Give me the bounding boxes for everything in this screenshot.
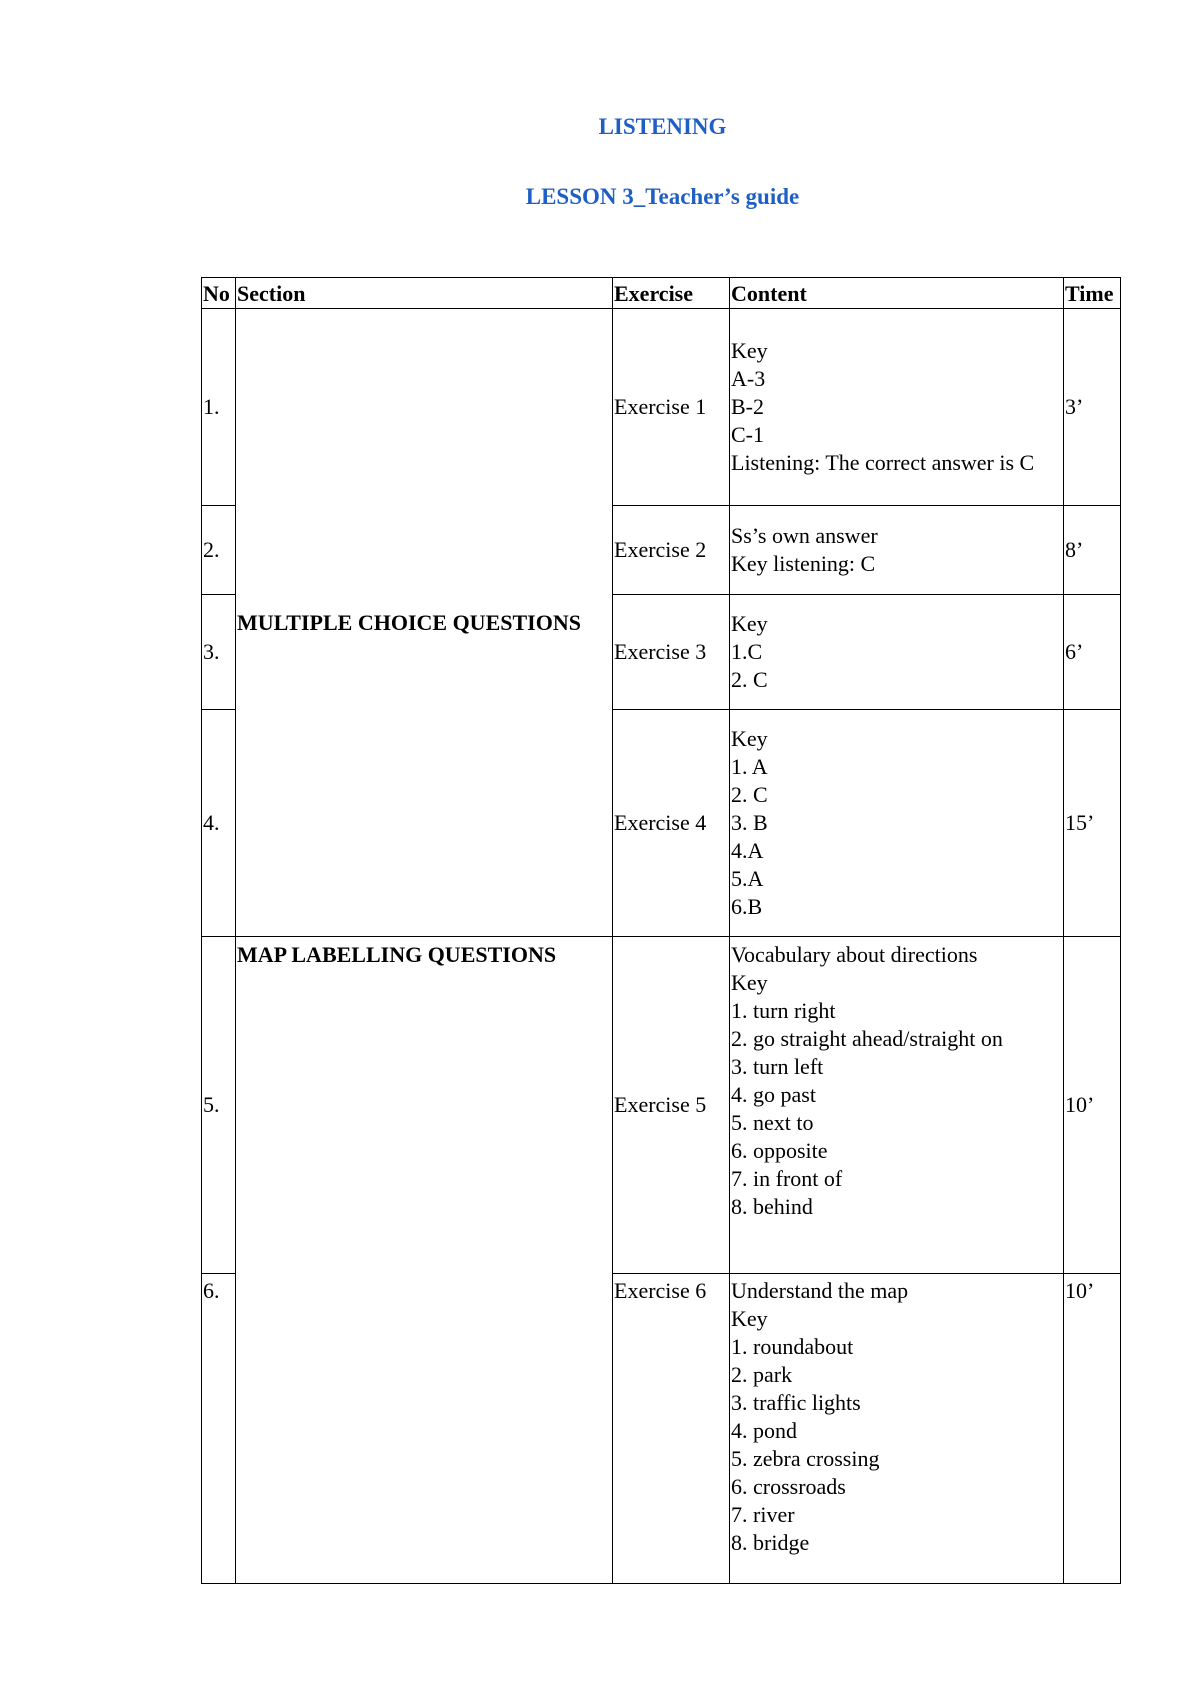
exercise-name: Exercise 3 bbox=[613, 595, 730, 710]
column-header-time: Time bbox=[1064, 278, 1121, 309]
content-line: 8. bridge bbox=[731, 1530, 810, 1555]
table-header-row bbox=[202, 278, 1121, 309]
content-line: 7. in front of bbox=[731, 1166, 843, 1191]
content-line: C-1 bbox=[731, 422, 764, 447]
table-row bbox=[202, 309, 1121, 506]
content-line: B-2 bbox=[731, 394, 764, 419]
content-line: Key listening: C bbox=[731, 551, 876, 576]
content-line: 5.A bbox=[731, 866, 764, 891]
time-value: 8’ bbox=[1064, 506, 1121, 595]
content-line: Ss’s own answer bbox=[731, 523, 878, 548]
row-number: 2. bbox=[202, 506, 236, 595]
time-value: 6’ bbox=[1064, 595, 1121, 710]
time-value: 15’ bbox=[1064, 710, 1121, 937]
content-cell bbox=[730, 309, 1064, 506]
content-line: 6. opposite bbox=[731, 1138, 828, 1163]
content-line: Key bbox=[731, 1306, 768, 1331]
exercise-name: Exercise 5 bbox=[613, 937, 730, 1274]
exercise-name: Exercise 4 bbox=[613, 710, 730, 937]
column-header-exercise: Exercise bbox=[613, 278, 730, 309]
content-cell bbox=[730, 595, 1064, 710]
content-line: 3. turn left bbox=[731, 1054, 824, 1079]
content-line: Key bbox=[731, 726, 768, 751]
content-line: 2. C bbox=[731, 782, 768, 807]
content-line: Vocabulary about directions bbox=[731, 942, 978, 967]
column-header-no: No bbox=[202, 278, 236, 309]
content-line: 6.B bbox=[731, 894, 763, 919]
row-number: 4. bbox=[202, 710, 236, 937]
content-cell bbox=[730, 710, 1064, 937]
content-line: 3. B bbox=[731, 810, 768, 835]
exercise-name: Exercise 6 bbox=[613, 1274, 730, 1584]
content-cell bbox=[730, 937, 1064, 1274]
row-number: 6. bbox=[202, 1274, 236, 1584]
time-value: 3’ bbox=[1064, 309, 1121, 506]
time-value: 10’ bbox=[1064, 937, 1121, 1274]
content-line: 4. pond bbox=[731, 1418, 797, 1443]
content-line: 1. roundabout bbox=[731, 1334, 854, 1359]
content-line: 7. river bbox=[731, 1502, 795, 1527]
content-line: 2. go straight ahead/straight on bbox=[731, 1026, 1003, 1051]
content-line: Key bbox=[731, 970, 768, 995]
section-label: MAP LABELLING QUESTIONS bbox=[237, 942, 557, 967]
content-line: Key bbox=[731, 338, 768, 363]
row-number: 1. bbox=[202, 309, 236, 506]
content-line: 1.C bbox=[731, 639, 763, 664]
content-line: 4. go past bbox=[731, 1082, 816, 1107]
content-line: 1. turn right bbox=[731, 998, 836, 1023]
content-cell bbox=[730, 506, 1064, 595]
page-title: LISTENING bbox=[598, 114, 727, 139]
content-line: 3. traffic lights bbox=[731, 1390, 861, 1415]
section-multiple-choice bbox=[236, 309, 613, 937]
teachers-guide-table bbox=[201, 277, 1121, 1584]
content-line: 4.A bbox=[731, 838, 764, 863]
content-line: 6. crossroads bbox=[731, 1474, 846, 1499]
section-map-labelling bbox=[236, 937, 613, 1584]
content-line: Key bbox=[731, 611, 768, 636]
column-header-content: Content bbox=[730, 278, 1064, 309]
page-subtitle: LESSON 3_Teacher’s guide bbox=[525, 184, 800, 209]
table-row bbox=[202, 937, 1121, 1274]
column-header-section: Section bbox=[236, 278, 613, 309]
time-value: 10’ bbox=[1064, 1274, 1121, 1584]
content-line: 2. park bbox=[731, 1362, 793, 1387]
row-number: 3. bbox=[202, 595, 236, 710]
content-line: 2. C bbox=[731, 667, 768, 692]
exercise-name: Exercise 1 bbox=[613, 309, 730, 506]
exercise-name: Exercise 2 bbox=[613, 506, 730, 595]
content-line: 8. behind bbox=[731, 1194, 813, 1219]
content-line: Understand the map bbox=[731, 1278, 909, 1303]
content-cell bbox=[730, 1274, 1064, 1584]
content-line: 1. A bbox=[731, 754, 768, 779]
row-number: 5. bbox=[202, 937, 236, 1274]
section-label: MULTIPLE CHOICE QUESTIONS bbox=[237, 609, 581, 635]
content-line: A-3 bbox=[731, 366, 766, 391]
content-line: 5. next to bbox=[731, 1110, 814, 1135]
content-line: Listening: The correct answer is C bbox=[731, 450, 1035, 475]
content-line: 5. zebra crossing bbox=[731, 1446, 880, 1471]
